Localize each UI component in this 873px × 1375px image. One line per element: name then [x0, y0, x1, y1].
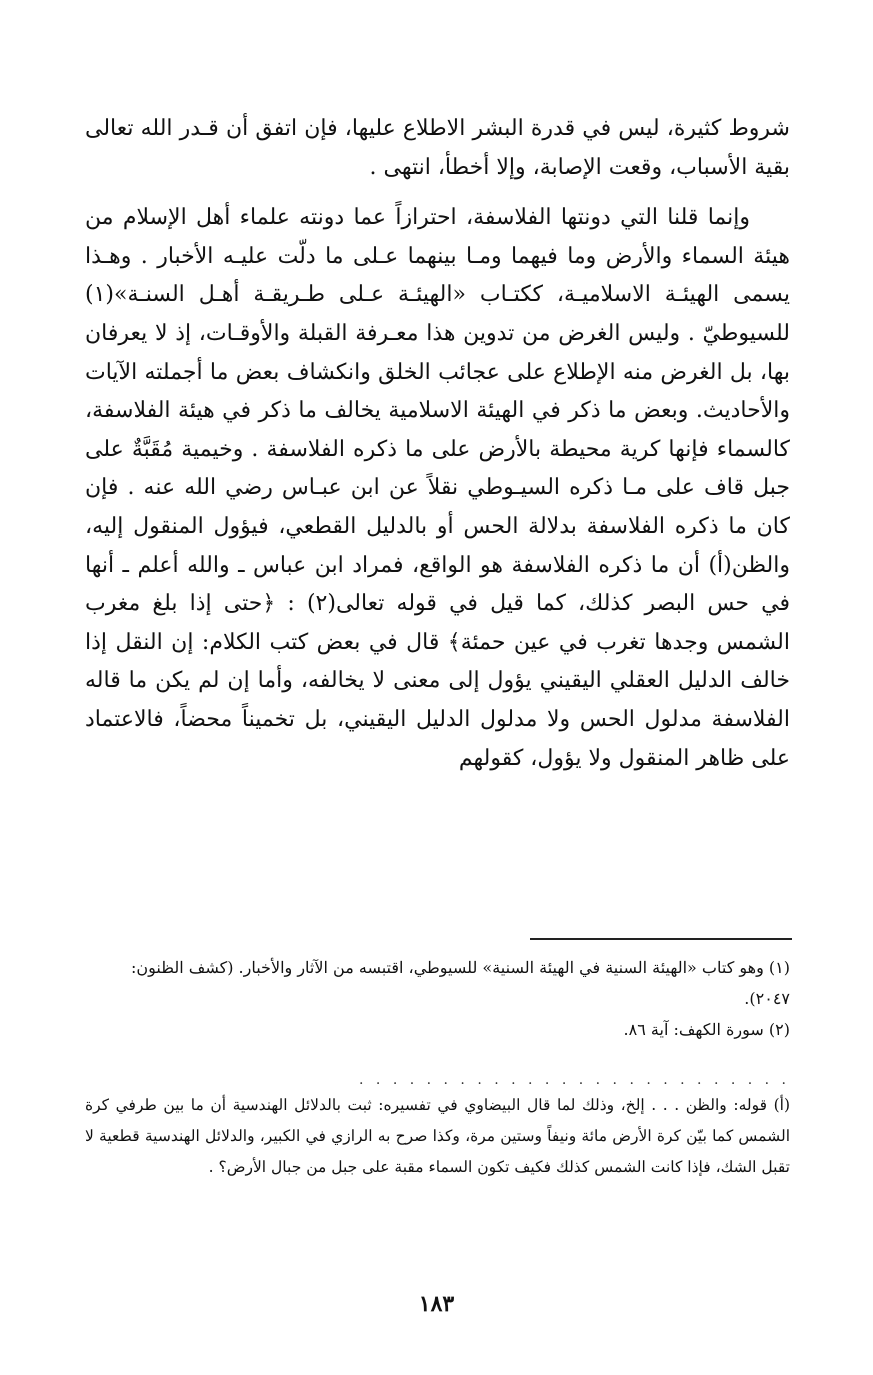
dotted-separator: . . . . . . . . . . . . . . . . . . . . . . . . . .: [359, 1072, 790, 1088]
footnote-separator-line: [530, 938, 792, 940]
footnotes: [85, 952, 790, 1045]
paragraph-2: وإنما قلنا التي دونتها الفلاسفة، احترازاً عما دونته علماء أهل الإسلام من هيئة السماء والأرض وما فيهما ومـا بينهما عـلى ما دلّت عليـه الأخبار . وهـذا يسمى الهيئـة الاسلاميـة، ككتـاب «الهيئـة عـلى طـريقـة أهـل السنـة»(١) للسيوطيّ . وليس الغرض من تدوين هذا معـرفة القبلة والأوقـات، إذ لا يعرفان بها، بل الغرض منه الإطلاع على عجائب الخلق وانكشاف بعض ما أجملته الآيات والأحاديث. وبعض ما ذكر في الهيئة الاسلامية يخالف ما ذكر في هيئة الفلاسفة، كالسماء فإنها كرية محيطة بالأرض على ما ذكره الفلاسفة . وخيمية مُقَبَّةٌ على جبل قاف على مـا ذكره السيـوطي نقلاً عن ابن عبـاس رضي الله عنه . فإن كان ما ذكره الفلاسفة بدلالة الحس أو بالدليل القطعي، فيؤول المنقول إليه، والظن(أ) أن ما ذكره الفلاسفة هو الواقع، فمراد ابن عباس ـ والله أعلم ـ أنها في حس البصر كذلك، كما قيل في قوله تعالى(٢) : ﴿حتى إذا بلغ مغرب الشمس وجدها تغرب في عين حمئة﴾ قال في بعض كتب الكلام: إن النقل إذا خالف الدليل العقلي اليقيني يؤول إلى معنى لا يخالفه، وأما إن لم يكن ما قاله الفلاسفة مدلول الحس ولا مدلول الدليل اليقيني، بل تخميناً محضاً، فالاعتماد على ظاهر المنقول ولا يؤول، كقولهم: [85, 205, 790, 771]
main-text: [85, 110, 790, 778]
footnote-2: (٢) سورة الكهف: آية ٨٦.: [623, 1020, 790, 1039]
marginal-note: (أ) قوله: والظن . . . إلخ، وذلك لما قال البيضاوي في تفسيره: ثبت بالدلائل الهندسية أن ما بين طرفي كرة الشمس كما بيّن كرة الأرض مائة ونيفاً وستين مرة، وكذا صرح به الرازي في الكبير، والدلائل الهندسية قطعية لا تقبل الشك، فإذا كانت الشمس كذلك فكيف تكون السماء مقبة على جبل من جبال الأرض؟ .: [85, 1096, 790, 1176]
footnote-1: (١) وهو كتاب «الهيئة السنية في الهيئة السنية» للسيوطي، اقتبسه من الآثار والأخبار. (كشف الظنون: ٢٠٤٧).: [130, 958, 790, 1008]
paragraph-1: شروط كثيرة، ليس في قدرة البشر الاطلاع عليها، فإن اتفق أن قـدر الله تعالى بقية الأسباب، وقعت الإصابة، وإلا أخطأ، انتهى .: [85, 116, 790, 180]
page-number: ١٨٣: [418, 1291, 455, 1317]
